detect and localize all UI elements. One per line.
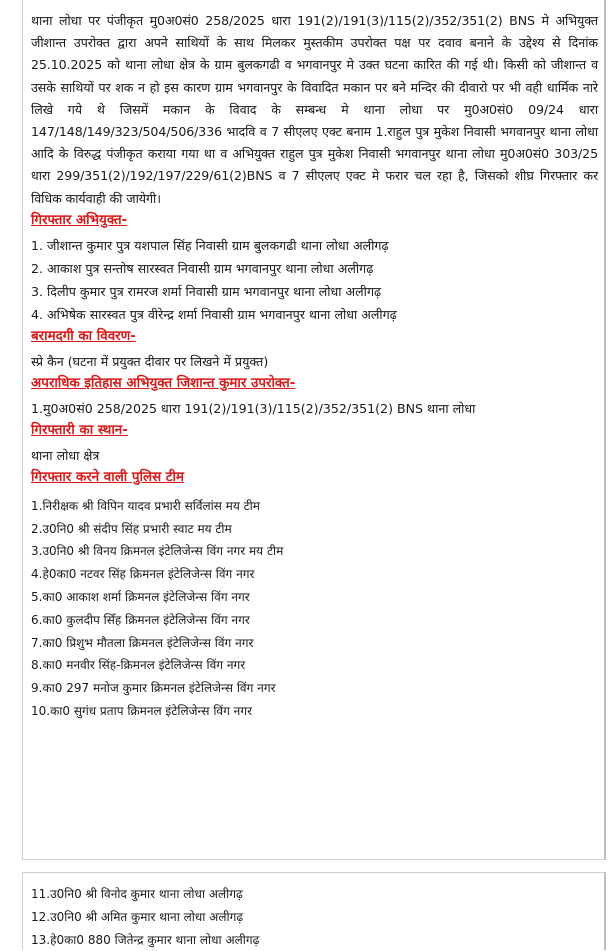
team-list bbox=[31, 495, 598, 723]
team-member: 9.का0 297 मनोज कुमार क्रिमनल इंटेलिजेन्स विंग नगर bbox=[31, 681, 276, 696]
arrested-list bbox=[31, 234, 598, 326]
recovery-text: स्प्रे कैन (घटना में प्रयुक्त दीवार पर लिखने में प्रयुक्त) bbox=[31, 353, 269, 369]
team-member: 1.निरीक्षक श्री विपिन यादव प्रभारी सर्विलांस मय टीम bbox=[31, 498, 260, 513]
team-member: 5.का0 आकाश शर्मा क्रिमनल इंटेलिजेन्स विंग नगर bbox=[31, 590, 250, 605]
recovery-heading: बरामदगी का विवरण- bbox=[31, 328, 136, 344]
document-panel-top bbox=[22, 0, 606, 860]
document-panel-bottom bbox=[22, 872, 606, 950]
arrested-item: 2. आकाश पुत्र सन्तोष सारस्वत निवासी ग्राम भगवानपुर थाना लोधा अलीगढ़ bbox=[31, 260, 374, 276]
arrested-item: 3. दिलीप कुमार पुत्र रामरज शर्मा निवासी ग्राम भगवानपुर थाना लोधा अलीगढ़ bbox=[31, 283, 382, 299]
place-heading: गिरफ्तारी का स्थान- bbox=[31, 422, 128, 438]
team-member: 13.हे0का0 880 जितेन्द्र कुमार थाना लोधा अलीगढ़ bbox=[31, 932, 260, 947]
team-member: 6.का0 कुलदीप सिँह क्रिमनल इंटेलिजेन्स विंग नगर bbox=[31, 612, 250, 627]
history-text: 1.मु0अ0सं0 258/2025 धारा 191(2)/191(3)/115(2)/352/351(2) BNS थाना लोधा bbox=[31, 400, 476, 416]
team-member: 2.उ0नि0 श्री संदीप सिंह प्रभारी स्वाट मय टीम bbox=[31, 521, 232, 536]
team-member: 10.का0 सुगंध प्रताप क्रिमनल इंटेलिजेन्स विंग नगर bbox=[31, 704, 252, 718]
arrested-item: 4. अभिषेक सारस्वत पुत्र वीरेन्द्र शर्मा निवासी ग्राम भगवानपुर थाना लोधा अलीगढ़ bbox=[31, 306, 397, 322]
intro-paragraph: थाना लोधा पर पंजीकृत मु0अ0सं0 258/2025 धारा 191(2)/191(3)/115(2)/352/351(2) BNS मे अभियुक्त जीशान्त उपरोक्त द्वारा अपने साथियों के साथ मिलकर मुस्तकीम उपरोक्त पक्ष पर दवाव बनाने के उद्देश्य से दिनांक 25.10.2025 को थाना लोधा क्षेत्र के ग्राम बुलकगढी व भगवानपुर मे उक्त घटना कारित की गई थी। किसी को जीशान्त व उसके साथियों पर शक न हो इस कारण ग्राम भगवानपुर के विवादित मकान पर बने मन्दिर की दीवारो पर भी वही धार्मिक नारे लिखे गये थे जिसमें मकान के विवाद के सम्बन्ध मे थाना लोधा पर मु0अ0सं0 09/24 धारा 147/148/149/323/504/506/336 भादवि व 7 सीएलए एक्ट बनाम 1.राहुल पुत्र मुकेश निवासी भगवानपुर थाना लोधा आदि के विरुद्ध पंजीकृत कराया गया था व अभियुक्त राहुल पुत्र मुकेश निवासी भगवानपुर थाना लोधा मु0अ0सं0 303/25 धारा 299/351(2)/192/197/229/61(2)BNS व 7 सीएलए एक्ट मे फरार चल रहा है, जिसको शीघ्र गिरफ्तार कर विधिक कार्यवाही की जायेगी। bbox=[31, 13, 598, 206]
history-heading: अपराधिक इतिहास अभियुक्त जिशान्त कुमार उपरोक्त- bbox=[31, 375, 296, 391]
place-text: थाना लोधा क्षेत्र bbox=[31, 447, 100, 463]
team-list-continued bbox=[31, 883, 598, 951]
team-member: 11.उ0नि0 श्री विनोद कुमार थाना लोधा अलीगढ़ bbox=[31, 887, 243, 901]
arrested-item: 1. जीशान्त कुमार पुत्र यशपाल सिंह निवासी ग्राम बुलकगढी थाना लोधा अलीगढ़ bbox=[31, 237, 389, 253]
team-member: 12.उ0नि0 श्री अमित कुमार थाना लोधा अलीगढ़ bbox=[31, 909, 244, 924]
team-member: 8.का0 मनवीर सिंह-क्रिमनल इंटेलिजेन्स विंग नगर bbox=[31, 658, 246, 673]
team-member: 7.का0 प्रिशुभ मौतला क्रिमनल इंटेलिजेन्स विंग नगर bbox=[31, 635, 254, 650]
team-heading: गिरफ्तार करने वाली पुलिस टीम bbox=[31, 469, 185, 485]
team-member: 3.उ0नि0 श्री विनय क्रिमनल इंटेलिजेन्स विंग नगर मय टीम bbox=[31, 544, 284, 559]
team-member: 4.हे0का0 नटवर सिंह क्रिमनल इंटेलिजेन्स विंग नगर bbox=[31, 567, 255, 582]
arrested-heading: गिरफ्तार अभियुक्त- bbox=[31, 212, 128, 228]
